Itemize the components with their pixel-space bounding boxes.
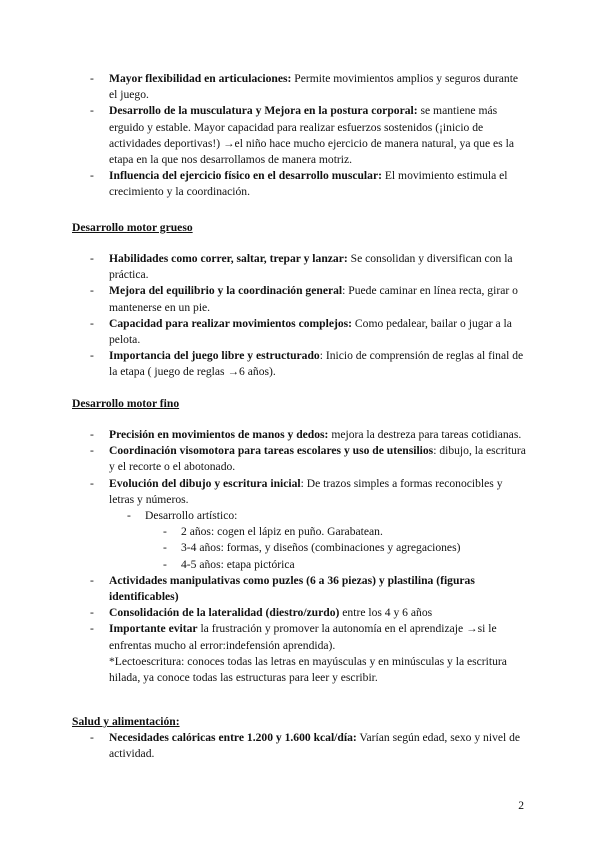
item-bold: Capacidad para realizar movimientos complejos: (109, 316, 353, 330)
item-text: : De trazos simples a formas reconocibles y letras y números. (109, 476, 503, 506)
item-bold: Importancia del juego libre y estructurado (109, 349, 320, 363)
bullet-dash: - (127, 509, 131, 523)
list-item (0, 283, 600, 315)
item-bold: Evolución del dibujo y escritura inicial (109, 476, 301, 490)
section-heading-fine-motor: Desarrollo motor fino (72, 397, 180, 410)
bullet-dash: - (90, 573, 94, 587)
item-text: la frustración y promover la autonomía en el aprendizaje →si le enfrentas mucho al error:indefensión aprendida). (109, 622, 497, 652)
list-item (0, 730, 600, 762)
list-item (0, 103, 600, 168)
item-text: mejora la destreza para tareas cotidianas. (328, 428, 522, 441)
list-item (0, 251, 600, 283)
list-item (0, 71, 600, 103)
list-item (0, 168, 600, 200)
item-bold: Necesidades calóricas entre 1.200 y 1.600 kcal/día: (109, 731, 357, 744)
item-text: se mantiene más erguido y estable. Mayor capacidad para realizar esfuerzos sostenidos (¡inicio de actividades deportivas!) →el niño hace mucho ejercicio de manera natural, ya que es la etapa en la que nos desarrollamos de manera motriz. (109, 104, 514, 167)
item-bold: Actividades manipulativas como puzles (6 a 36 piezas) y plastilina (figuras identificables) (109, 573, 475, 604)
bullet-dash: - (90, 444, 94, 458)
list-item (0, 621, 600, 653)
list-item (0, 443, 600, 475)
fine-motor-list (0, 427, 600, 686)
bullet-dash: - (90, 428, 94, 441)
gross-motor-list (0, 251, 600, 381)
bullet-dash: - (90, 252, 94, 265)
sub-list-item (0, 508, 600, 524)
bullet-dash: - (90, 104, 94, 118)
subsub-text: 4-5 años: etapa pictórica (181, 557, 295, 571)
section-heading-health: Salud y alimentación: (72, 715, 180, 728)
item-bold: Mayor flexibilidad en articulaciones: (109, 72, 292, 85)
bullet-dash: - (90, 622, 94, 636)
item-text: Permite movimientos amplios y seguros durante el juego. (109, 72, 519, 102)
reading-writing-note: *Lectoescritura: conoces todas las letras en mayúsculas y en minúsculas y la escritura hilada, ya conoce todas las estructuras para leer y escribir. (109, 654, 507, 685)
list-item (0, 605, 600, 621)
physical-development-list (0, 71, 600, 201)
item-bold: Consolidación de la lateralidad (diestro/zurdo) (109, 606, 340, 620)
bullet-dash: - (90, 476, 94, 490)
item-text: El movimiento estimula el crecimiento y la coordinación. (109, 169, 508, 199)
subsub-text: 3-4 años: formas, y diseños (combinaciones y agregaciones) (181, 541, 461, 555)
item-bold: Precisión en movimientos de manos y dedos: (109, 428, 329, 441)
bullet-dash: - (90, 169, 94, 183)
list-item (0, 348, 600, 380)
bullet-dash: - (163, 557, 167, 571)
list-item (0, 316, 600, 348)
bullet-dash: - (163, 525, 167, 539)
item-bold: Importante evitar (109, 622, 198, 636)
bullet-dash: - (90, 606, 94, 620)
subsub-list-item (0, 540, 600, 556)
subsub-list-item (0, 524, 600, 540)
item-bold: Mejora del equilibrio y la coordinación general (109, 284, 343, 298)
subsub-list-item (0, 557, 600, 573)
health-list (0, 730, 600, 762)
section-heading-gross-motor: Desarrollo motor grueso (72, 221, 193, 234)
item-text: : Inicio de comprensión de reglas al final de la etapa ( juego de reglas →6 años). (109, 349, 524, 379)
item-text: : Puede caminar en línea recta, girar o mantenerse en un pie. (109, 284, 518, 314)
item-text: Se consolidan y diversifican con la práctica. (109, 252, 513, 282)
item-text: : dibujo, la escritura y el recorte o el abotonado. (109, 444, 526, 474)
bullet-dash: - (90, 316, 94, 330)
item-bold: Coordinación visomotora para tareas escolares y uso de utensilios (109, 444, 434, 458)
bullet-dash: - (90, 349, 94, 363)
bullet-dash: - (90, 284, 94, 298)
item-bold: Habilidades como correr, saltar, trepar y lanzar: (109, 252, 348, 265)
list-item (0, 476, 600, 508)
subsub-text: 2 años: cogen el lápiz en puño. Garabatean. (181, 525, 383, 539)
item-text: Varían según edad, sexo y nivel de actividad. (109, 731, 521, 761)
list-item (0, 427, 600, 443)
item-text: Como pedalear, bailar o jugar a la pelota. (109, 316, 512, 347)
bullet-dash: - (90, 72, 94, 85)
item-bold: Desarrollo de la musculatura y Mejora en la postura corporal: (109, 104, 418, 118)
list-item (0, 573, 600, 605)
page-number: 2 (518, 799, 524, 812)
item-bold: Influencia del ejercicio físico en el desarrollo muscular: (109, 169, 382, 183)
item-text: entre los 4 y 6 años (339, 606, 433, 620)
sub-label: Desarrollo artístico: (145, 509, 238, 523)
bullet-dash: - (90, 731, 94, 744)
bullet-dash: - (163, 541, 167, 555)
